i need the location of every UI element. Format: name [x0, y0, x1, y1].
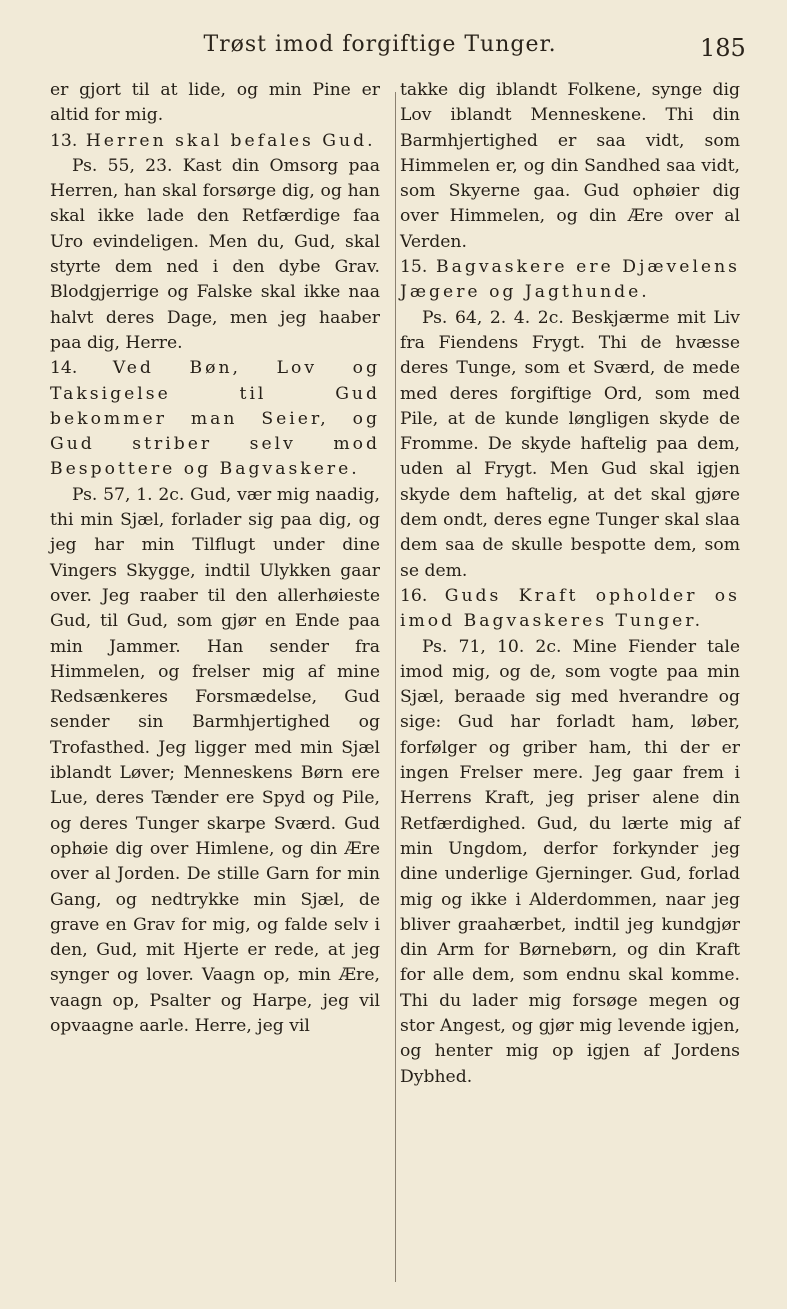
running-title: Trøst imod forgiftige Tunger.: [203, 32, 557, 57]
section-title: Herren skal befales Gud.: [85, 130, 376, 151]
column-divider: [395, 92, 396, 1282]
section-number: 16.: [400, 585, 428, 606]
paragraph-psalm-64: Ps. 64, 2. 4. 2c. Beskjærme mit Liv fra Fiendens Frygt. Thi de hvæsse deres Tunge, som et Sværd, de mede med deres forgiftige Ord, som med Pile, at de kunde løngligen skyde de Fromme. De skyde haftelig paa dem, uden al Frygt. Men Gud skal igjen skyde dem haftelig, at det skal gjøre dem ondt, deres egne Tunger skal slaa dem saa de skulle bespotte dem, som se dem.: [400, 307, 740, 581]
section-heading-16: [400, 584, 740, 635]
section-title: Guds Kraft opholder os imod Bagvaskeres Tunger.: [400, 585, 740, 632]
right-column: [400, 78, 740, 1090]
paragraph-psalm-57: Ps. 57, 1. 2c. Gud, vær mig naadig, thi min Sjæl, forlader sig paa dig, og jeg har min Tilflugt under dine Vingers Skygge, indtil Ulykken gaar over. Jeg raaber til den allerhøieste Gud, til Gud, som gjør en Ende paa min Jammer. Han sender fra Himmelen, og frelser mig af mine Redsænkeres Forsmædelse, Gud sender sin Barmhjertighed og Trofasthed. Jeg ligger med min Sjæl iblandt Løver; Menneskens Børn ere Lue, deres Tænder ere Spyd og Pile, og deres Tunger skarpe Sværd. Gud ophøie dig over Himlene, og din Ære over al Jorden. De stille Garn for min Gang, og nedtrykke min Sjæl, de grave en Grav for mig, og falde selv i den, Gud, mit Hjerte er rede, at jeg synger og lover. Vaagn op, min Ære, vaagn op, Psalter og Harpe, jeg vil opvaagne aarle. Herre, jeg vil: [50, 484, 380, 1036]
section-number: 15.: [400, 257, 428, 278]
paragraph-psalm-71: Ps. 71, 10. 2c. Mine Fiender tale imod mig, og de, som vogte paa min Sjæl, beraade sig med hverandre og sige: Gud har forladt ham, løber, forfølger og griber ham, thi der er ingen Frelser mere. Jeg gaar frem i Herrens Kraft, jeg priser alene din Retfærdighed. Gud, du lærte mig af min Ungdom, derfor forkynder jeg dine underlige Gjerninger. Gud, forlad mig og ikke i Alderdommen, naar jeg bliver graahærbet, indtil jeg kundgjør din Arm for Børnebørn, og din Kraft for alle dem, som endnu skal komme. Thi du lader mig forsøge megen og stor Angest, og gjør mig levende igjen, og henter mig op igjen af Jordens Dybhed.: [400, 636, 740, 1087]
paragraph-continuation: er gjort til at lide, og min Pine er altid for mig.: [50, 80, 380, 126]
section-heading-15: [400, 255, 740, 306]
page-number: 185: [700, 34, 746, 62]
section-title: Bagvaskere ere Djævelens Jægere og Jagthunde.: [400, 257, 740, 303]
section-number: 13.: [50, 130, 78, 151]
section-number: 14.: [50, 358, 78, 379]
section-title: Ved Bøn, Lov og Taksigelse til Gud bekommer man Seier, og Gud striber selv mod Bespottere og Bagvaskere.: [50, 358, 380, 480]
left-column: [50, 78, 380, 1039]
page-header: [0, 26, 787, 66]
section-heading-14: [50, 356, 380, 482]
section-heading-13: [50, 129, 380, 154]
paragraph-continuation: takke dig iblandt Folkene, synge dig Lov iblandt Menneskene. Thi din Barmhjertighed er saa vidt, som Himmelen er, og din Sandhed saa vidt, som Skyerne gaa. Gud ophøier dig over Himmelen, og din Ære over al Verden.: [400, 80, 740, 252]
paragraph-psalm-55: Ps. 55, 23. Kast din Omsorg paa Herren, han skal forsørge dig, og han skal ikke lade den Retfærdige faa Uro evindeligen. Men du, Gud, skal styrte dem ned i den dybe Grav. Blodgjerrige og Falske skal ikke naa halvt deres Dage, men jeg haaber paa dig, Herre.: [50, 155, 380, 353]
